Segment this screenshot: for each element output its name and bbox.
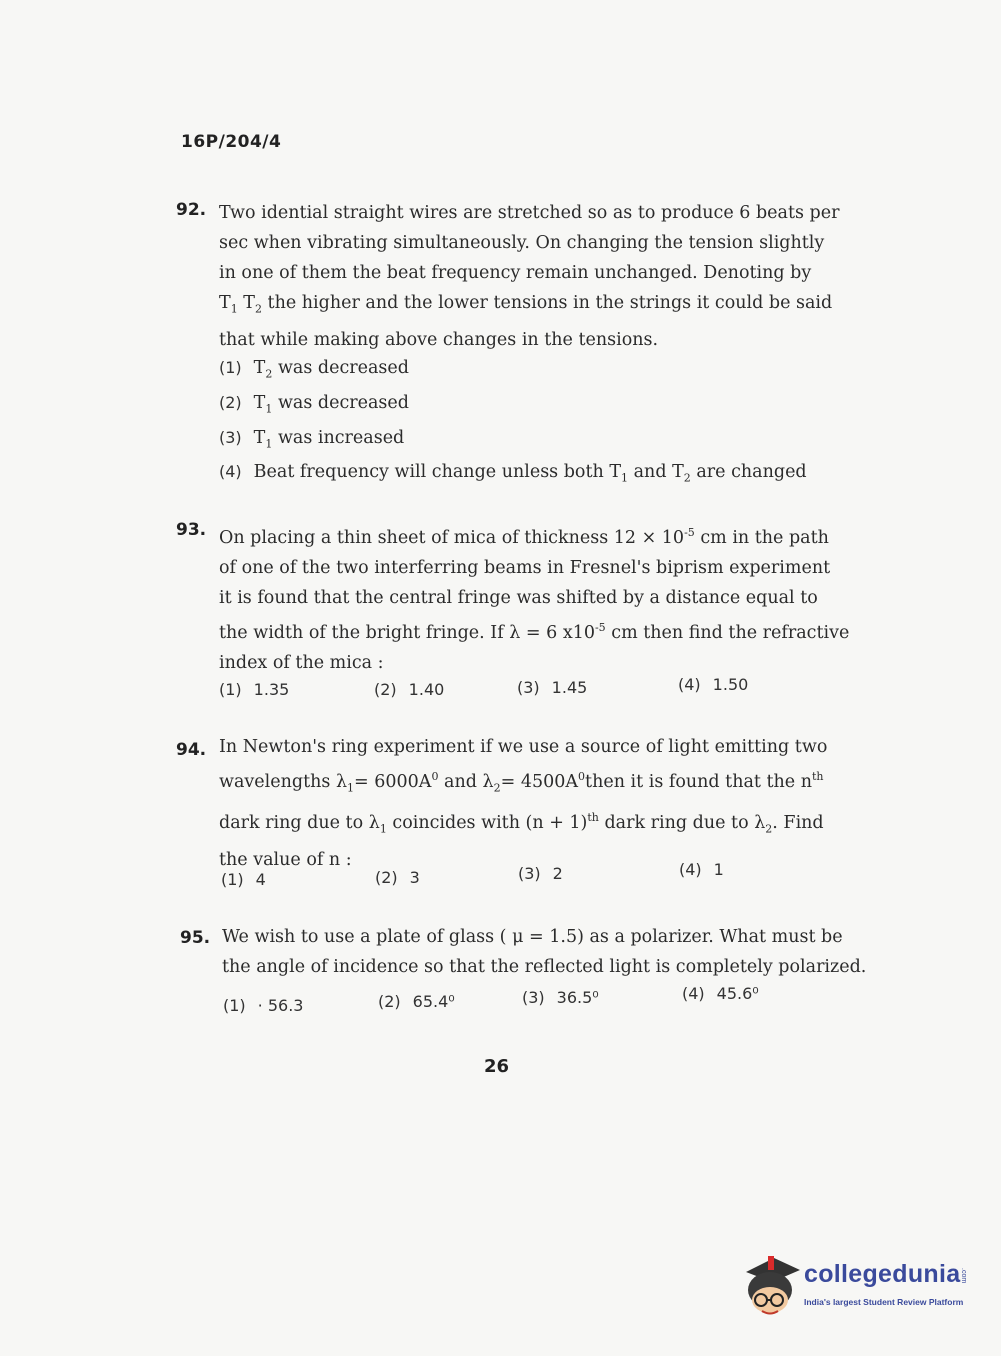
option-3[interactable]: (3) 2 (518, 864, 563, 883)
question-text (219, 198, 840, 355)
question-line: in one of them the beat frequency remain unchanged. Denoting by (219, 263, 812, 283)
option-3[interactable]: (3) $T_1$ was increased (219, 428, 405, 451)
option-4[interactable]: (4) Beat frequency will change unless both $T_1$ and $T_2$ are changed (219, 462, 807, 485)
logo-tagline: India's largest Student Review Platform (804, 1297, 964, 1307)
question-line: of one of the two interferring beams in Fresnel's biprism experiment (219, 557, 831, 578)
logo-com: .com (960, 1268, 967, 1284)
question-number: 93. (176, 520, 207, 540)
question-number: 94. (176, 740, 207, 760)
question-text (219, 518, 850, 678)
option-2[interactable]: (2) 3 (375, 868, 420, 887)
question-line: wavelengths $\lambda_1= 6000A^0$ and $\lambda_2=$ $4500A^0then$ it is found that the $n^{th}$ (219, 770, 824, 795)
question-line: $T_1$ $T_2$ the higher and the lower tensions in the strings it could be said (219, 293, 833, 316)
question-line: In Newton's ring experiment if we use a source of light emitting two (219, 737, 828, 757)
option-4[interactable]: (4) 1 (679, 860, 724, 879)
question-line: sec when vibrating simultaneously. On changing the tension slightly (219, 233, 825, 253)
question-line: the value of n : (219, 849, 352, 870)
question-line: Two idential straight wires are stretched so as to produce 6 beats per (219, 203, 840, 223)
option-1[interactable]: (1) · 56.3 (223, 996, 304, 1015)
option-4[interactable]: (4) 1.50 (678, 675, 749, 694)
question-number: 95. (180, 928, 211, 948)
logo-wordmark: collegedunia (804, 1260, 961, 1288)
collegedunia-logo (742, 1250, 972, 1320)
question-line: that while making above changes in the tensions. (219, 329, 659, 350)
mascot-icon (742, 1250, 804, 1320)
question-line: the angle of incidence so that the reflected light is completely polarized. (222, 957, 867, 977)
question-line: dark ring due to $\lambda_1$ coincides with $(n + 1)^{th}$ dark ring due to $\lambda_2$. Find (219, 811, 824, 836)
option-3[interactable]: (3) 1.45 (517, 678, 588, 697)
option-2[interactable]: (2) 65.4⁰ (378, 992, 455, 1011)
option-2[interactable]: (2) 1.40 (374, 680, 445, 699)
question-line: the width of the bright fringe. If λ = 6 $x10^{-5}$ cm then find the refractive (219, 620, 850, 643)
option-1[interactable]: (1) 1.35 (219, 680, 290, 699)
question-line: On placing a thin sheet of mica of thickness $12 \times 10^{-5}$ cm in the path (219, 526, 829, 548)
option-1[interactable]: (1) 4 (221, 870, 266, 889)
option-2[interactable]: (2) $T_1$ was decreased (219, 393, 409, 416)
option-1[interactable]: (1) $T_2$ was decreased (219, 358, 409, 381)
question-line: it is found that the central fringe was shifted by a distance equal to (219, 587, 818, 608)
paper-code: 16P/204/4 (181, 132, 282, 152)
question-number: 92. (176, 200, 207, 220)
option-3[interactable]: (3) 36.5⁰ (522, 988, 599, 1007)
question-line: We wish to use a plate of glass ( μ = 1.5) as a polarizer. What must be (222, 927, 843, 947)
question-text (222, 922, 867, 982)
page-number: 26 (484, 1056, 510, 1077)
option-4[interactable]: (4) 45.6⁰ (682, 984, 759, 1003)
question-text (219, 732, 828, 875)
question-line: index of the mica : (219, 652, 384, 673)
